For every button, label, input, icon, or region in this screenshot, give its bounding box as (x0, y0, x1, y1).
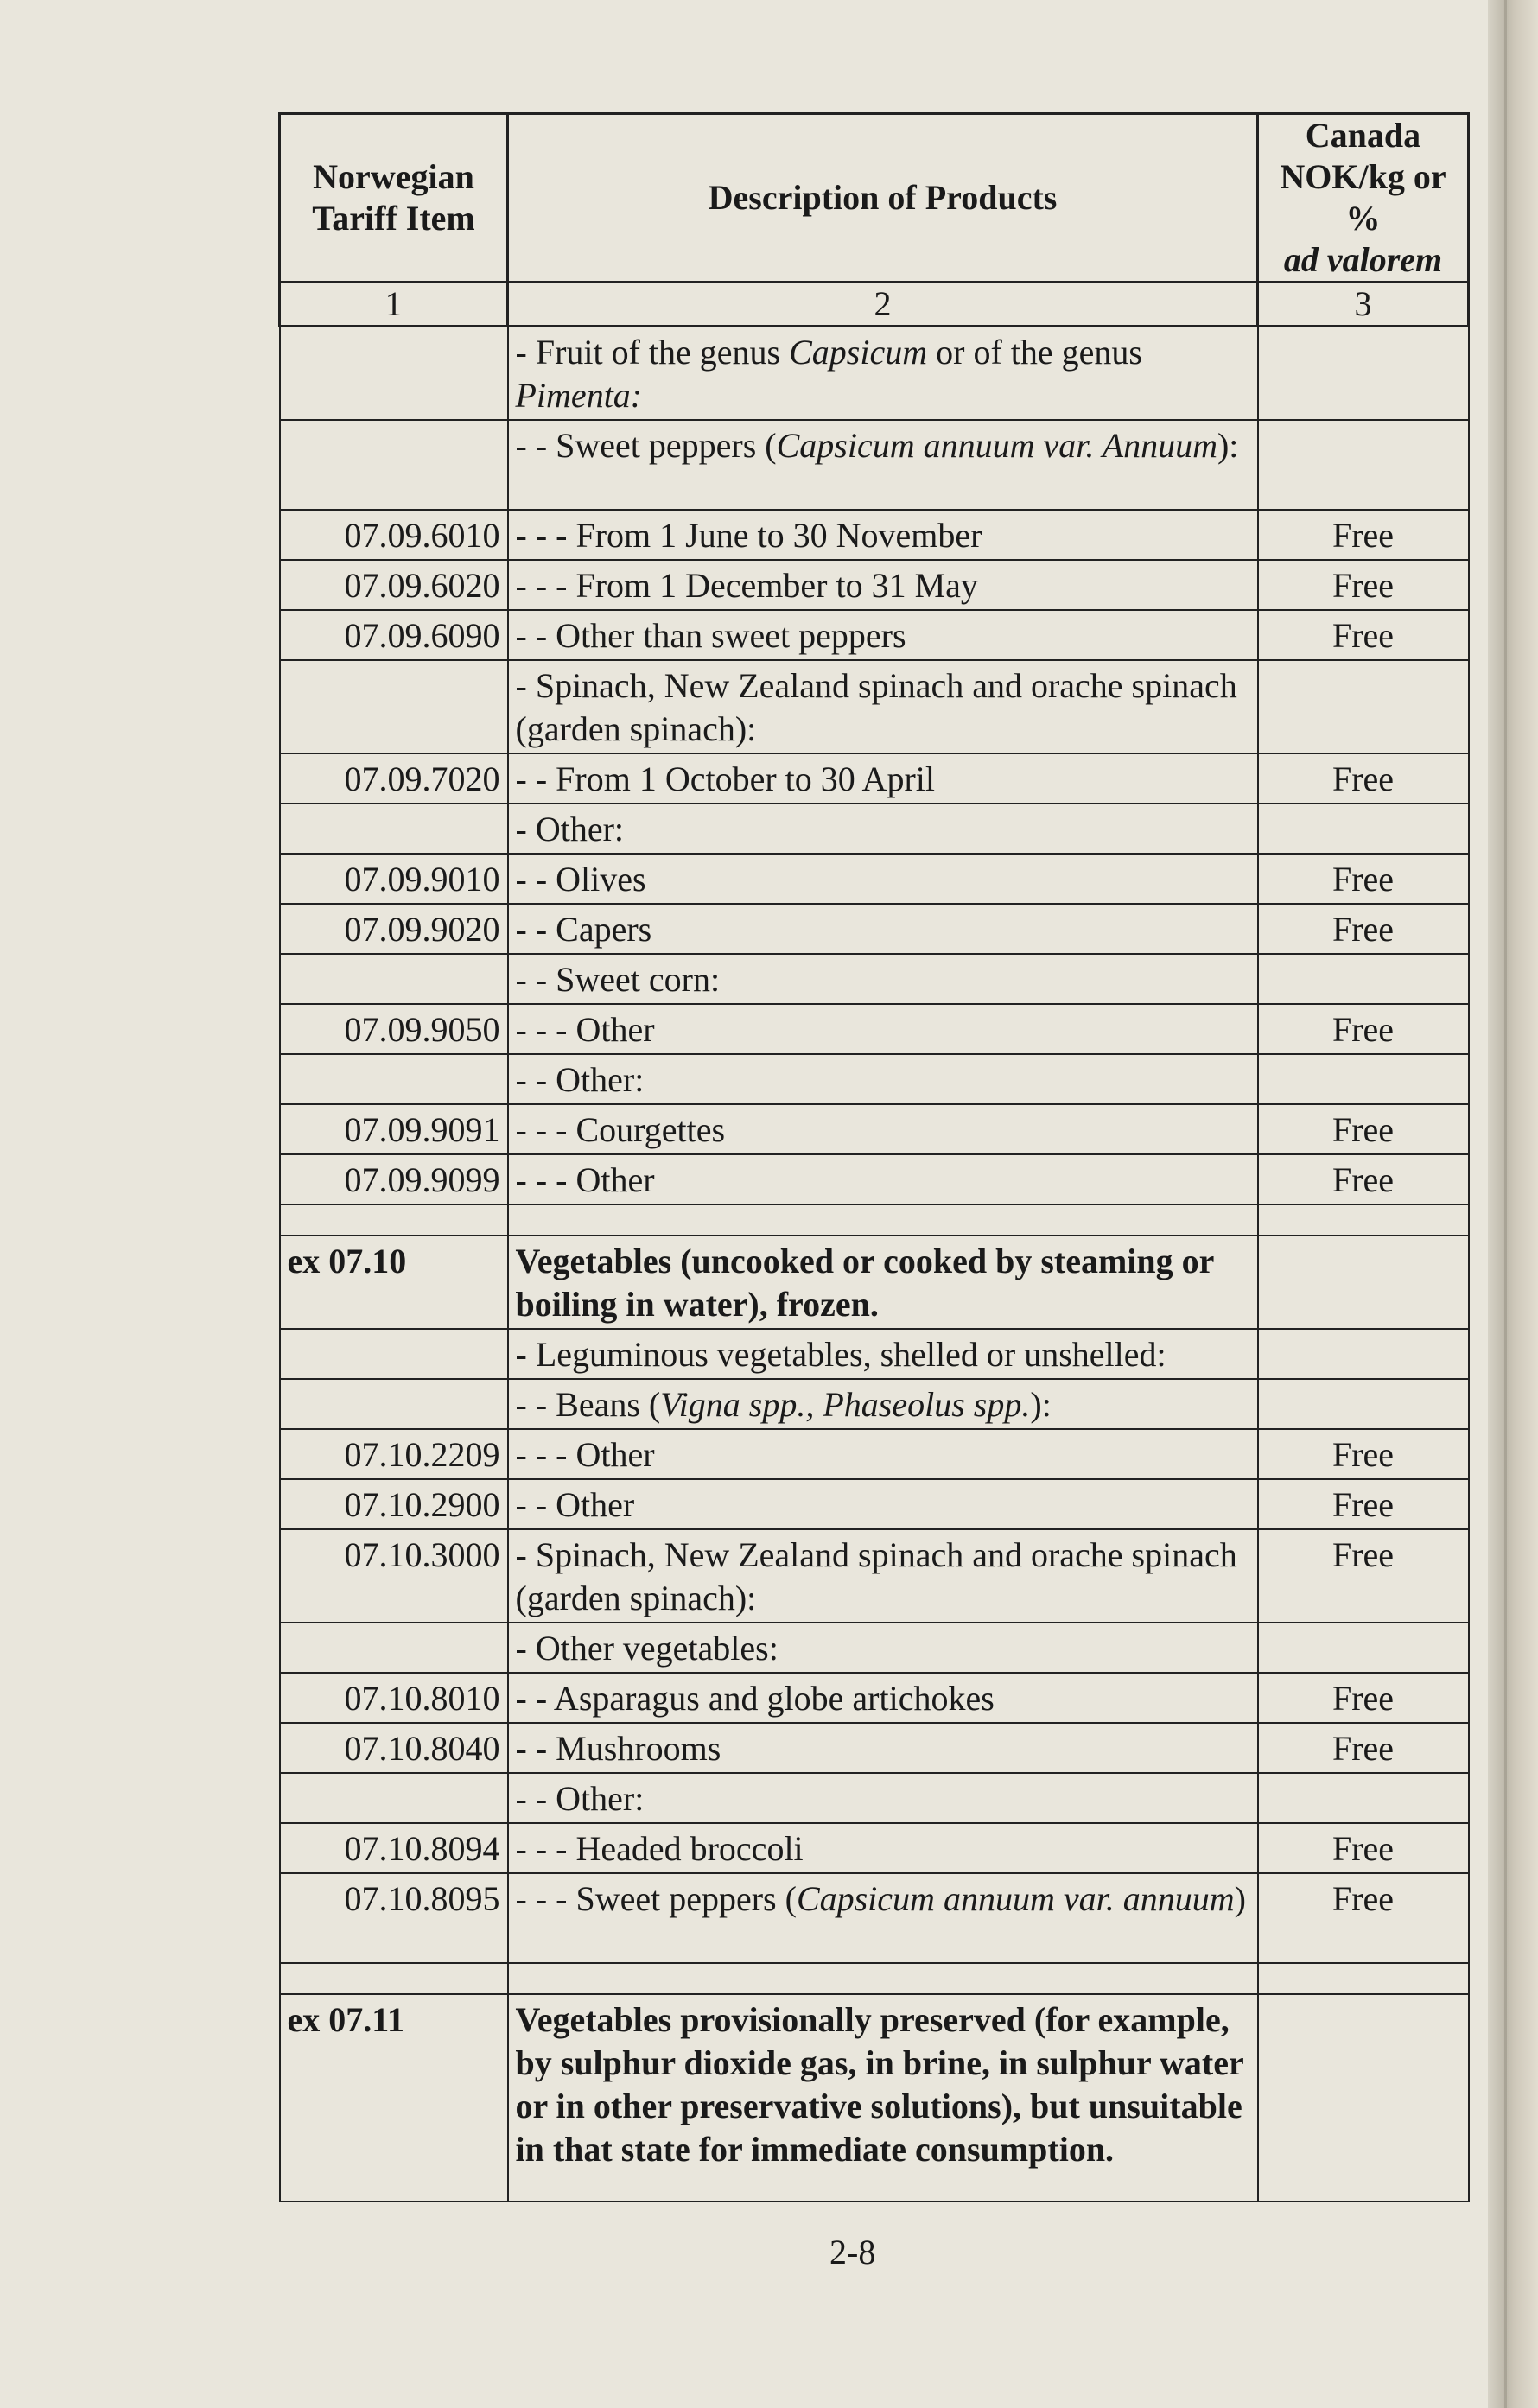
table-row (280, 954, 1469, 1004)
duty-rate: Free (1258, 1479, 1469, 1529)
spacer-cell (280, 1963, 508, 1994)
table-row (280, 1236, 1469, 1329)
table-row (280, 1479, 1469, 1529)
duty-rate: Free (1258, 1104, 1469, 1154)
tariff-code: 07.10.8094 (280, 1823, 508, 1873)
spacer-cell (508, 1963, 1258, 1994)
tariff-page (278, 112, 1467, 2202)
duty-rate (1258, 804, 1469, 854)
desc-text: - Fruit of the genus (515, 333, 790, 372)
header-tariff-item-line2: Tariff Item (312, 199, 475, 238)
spacer-cell (508, 1204, 1258, 1236)
duty-rate: Free (1258, 1154, 1469, 1204)
desc-italic: Capsicum (789, 333, 928, 372)
desc-text: - - Sweet peppers ( (515, 426, 777, 465)
tariff-code: 07.09.6010 (280, 510, 508, 560)
tariff-heading: ex 07.10 (280, 1236, 508, 1329)
duty-rate (1258, 1379, 1469, 1429)
tariff-code (280, 1773, 508, 1823)
product-description: - - Olives (508, 854, 1258, 904)
table-row (280, 1529, 1469, 1623)
tariff-code: 07.10.8095 (280, 1873, 508, 1963)
table-row (280, 1673, 1469, 1723)
duty-rate: Free (1258, 510, 1469, 560)
column-number-row (280, 283, 1469, 327)
table-row (280, 1873, 1469, 1963)
header-description: Description of Products (508, 114, 1258, 283)
product-description: - - - Other (508, 1154, 1258, 1204)
duty-rate (1258, 1623, 1469, 1673)
duty-rate: Free (1258, 610, 1469, 660)
duty-rate: Free (1258, 1004, 1469, 1054)
table-row (280, 1823, 1469, 1873)
header-rate-line1: Canada (1305, 116, 1421, 155)
table-row (280, 753, 1469, 804)
table-row (280, 420, 1469, 510)
duty-rate: Free (1258, 1723, 1469, 1773)
spacer-cell (280, 1204, 508, 1236)
product-description (508, 1379, 1258, 1429)
table-row (280, 1329, 1469, 1379)
duty-rate: Free (1258, 1429, 1469, 1479)
page-edge-shadow (1488, 0, 1538, 2408)
product-description: - - Other than sweet peppers (508, 610, 1258, 660)
duty-rate: Free (1258, 854, 1469, 904)
header-rate-italic: ad valorem (1283, 240, 1443, 279)
table-row (280, 560, 1469, 610)
desc-italic: Pimenta: (515, 376, 643, 415)
desc-text: - - - Sweet peppers ( (515, 1879, 797, 1918)
column-number-3: 3 (1258, 283, 1469, 327)
desc-text: - - Beans ( (515, 1385, 661, 1424)
duty-rate: Free (1258, 1529, 1469, 1623)
duty-rate: Free (1258, 753, 1469, 804)
header-rate-line2: NOK/kg or (1280, 157, 1446, 196)
product-description: - - - From 1 December to 31 May (508, 560, 1258, 610)
header-rate (1258, 114, 1469, 283)
tariff-code: 07.10.3000 (280, 1529, 508, 1623)
table-row (280, 854, 1469, 904)
page-number: 2-8 (829, 2233, 876, 2271)
product-description: - - From 1 October to 30 April (508, 753, 1258, 804)
duty-rate: Free (1258, 904, 1469, 954)
header-tariff-item (280, 114, 508, 283)
tariff-code (280, 1054, 508, 1104)
tariff-code (280, 954, 508, 1004)
duty-rate (1258, 1054, 1469, 1104)
product-description: - Spinach, New Zealand spinach and orache spinach (garden spinach): (508, 1529, 1258, 1623)
tariff-code: 07.09.6090 (280, 610, 508, 660)
heading-description: Vegetables provisionally preserved (for example, by sulphur dioxide gas, in brine, in sulphur water or in other preservative solutions), but unsuitable in that state for immediate consumption. (508, 1994, 1258, 2202)
column-number-2: 2 (508, 283, 1258, 327)
tariff-code (280, 420, 508, 510)
tariff-table (278, 112, 1470, 2202)
tariff-heading: ex 07.11 (280, 1994, 508, 2202)
tariff-code (280, 660, 508, 753)
tariff-code (280, 1623, 508, 1673)
duty-rate (1258, 1773, 1469, 1823)
desc-italic: Capsicum annuum var. annuum (796, 1879, 1235, 1918)
tariff-code: 07.10.8010 (280, 1673, 508, 1723)
product-description: - Leguminous vegetables, shelled or unshelled: (508, 1329, 1258, 1379)
table-row (280, 804, 1469, 854)
duty-rate: Free (1258, 1823, 1469, 1873)
duty-rate (1258, 420, 1469, 510)
tariff-code (280, 327, 508, 421)
product-description: - - Other: (508, 1773, 1258, 1823)
desc-text: ): (1217, 426, 1239, 465)
product-description (508, 327, 1258, 421)
tariff-code (280, 1329, 508, 1379)
spacer-cell (1258, 1204, 1469, 1236)
duty-rate (1258, 660, 1469, 753)
tariff-code: 07.09.9010 (280, 854, 508, 904)
desc-text: ) (1234, 1879, 1246, 1918)
table-row (280, 1054, 1469, 1104)
desc-text: ): (1030, 1385, 1052, 1424)
tariff-code (280, 1379, 508, 1429)
product-description (508, 1873, 1258, 1963)
column-number-1: 1 (280, 283, 508, 327)
product-description: - - - From 1 June to 30 November (508, 510, 1258, 560)
desc-text: or of the genus (927, 333, 1142, 372)
table-row (280, 1154, 1469, 1204)
tariff-code: 07.10.8040 (280, 1723, 508, 1773)
duty-rate: Free (1258, 1873, 1469, 1963)
product-description: - - - Other (508, 1004, 1258, 1054)
product-description: - Spinach, New Zealand spinach and orache spinach (garden spinach): (508, 660, 1258, 753)
tariff-code: 07.09.9020 (280, 904, 508, 954)
duty-rate (1258, 1329, 1469, 1379)
duty-rate (1258, 327, 1469, 421)
desc-italic: Capsicum annuum var. Annuum (776, 426, 1217, 465)
duty-rate: Free (1258, 1673, 1469, 1723)
tariff-code: 07.09.9091 (280, 1104, 508, 1154)
product-description: - - Sweet corn: (508, 954, 1258, 1004)
product-description: - - - Other (508, 1429, 1258, 1479)
product-description: - Other vegetables: (508, 1623, 1258, 1673)
tariff-code: 07.09.7020 (280, 753, 508, 804)
tariff-code: 07.09.6020 (280, 560, 508, 610)
duty-rate (1258, 1994, 1469, 2202)
table-row (280, 1723, 1469, 1773)
table-row (280, 1429, 1469, 1479)
tariff-code: 07.10.2900 (280, 1479, 508, 1529)
table-row (280, 1379, 1469, 1429)
table-row (280, 1994, 1469, 2202)
duty-rate (1258, 1236, 1469, 1329)
duty-rate (1258, 954, 1469, 1004)
tariff-code: 07.09.9099 (280, 1154, 508, 1204)
product-description: - - - Headed broccoli (508, 1823, 1258, 1873)
desc-italic: Vigna spp., Phaseolus spp. (660, 1385, 1031, 1424)
table-row (280, 1104, 1469, 1154)
table-row (280, 1004, 1469, 1054)
table-row (280, 1773, 1469, 1823)
table-row (280, 1623, 1469, 1673)
tariff-code: 07.09.9050 (280, 1004, 508, 1054)
spacer-row (280, 1963, 1469, 1994)
product-description: - Other: (508, 804, 1258, 854)
header-rate-line3: % (1345, 199, 1381, 238)
spacer-cell (1258, 1963, 1469, 1994)
duty-rate: Free (1258, 560, 1469, 610)
page-binding-line (1504, 0, 1507, 2408)
table-row (280, 327, 1469, 421)
product-description: - - Other: (508, 1054, 1258, 1104)
product-description: - - Mushrooms (508, 1723, 1258, 1773)
product-description: - - Asparagus and globe artichokes (508, 1673, 1258, 1723)
product-description (508, 420, 1258, 510)
spacer-row (280, 1204, 1469, 1236)
heading-description: Vegetables (uncooked or cooked by steaming or boiling in water), frozen. (508, 1236, 1258, 1329)
product-description: - - Other (508, 1479, 1258, 1529)
table-row (280, 510, 1469, 560)
tariff-code (280, 804, 508, 854)
table-row (280, 660, 1469, 753)
table-row (280, 610, 1469, 660)
tariff-code: 07.10.2209 (280, 1429, 508, 1479)
table-row (280, 904, 1469, 954)
product-description: - - Capers (508, 904, 1258, 954)
product-description: - - - Courgettes (508, 1104, 1258, 1154)
header-tariff-item-line1: Norwegian (313, 157, 474, 196)
table-header-row (280, 114, 1469, 283)
